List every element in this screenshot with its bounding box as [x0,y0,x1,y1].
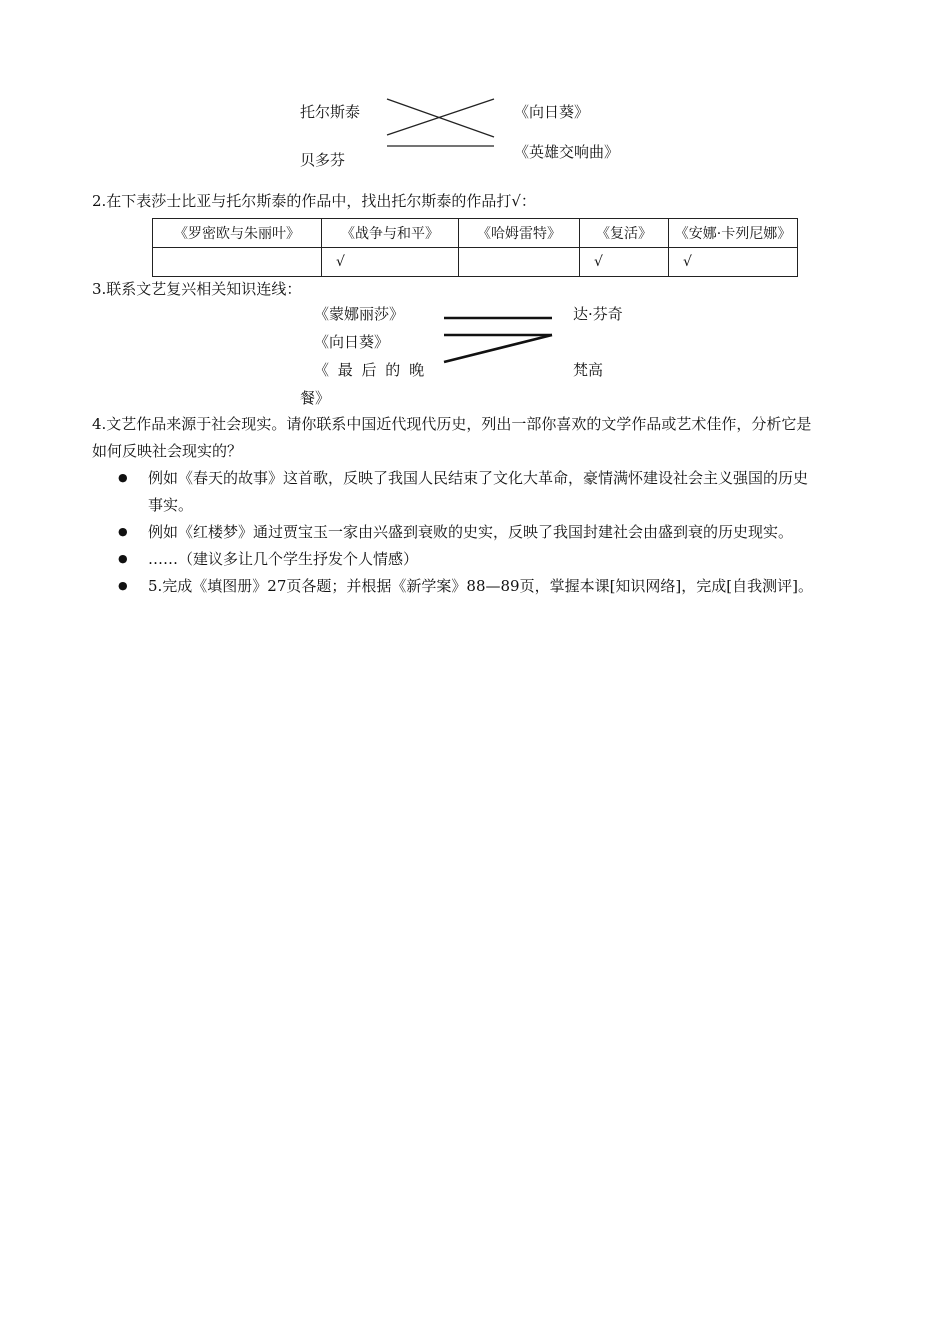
match1-right-heroic-symphony: 《英雄交响曲》 [514,143,620,161]
q3-left-last-supper-cont: 餐》 [300,389,331,407]
works-header-cell: 《复活》 [580,219,669,248]
q4-bullet-1-line2: 事实。 [148,496,194,514]
q4-prompt-line2: 如何反映社会现实的？ [92,442,243,460]
works-header-cell: 《安娜·卡列尼娜》 [669,219,798,248]
works-mark-cell [459,248,580,277]
bullet-icon: ● [118,579,128,592]
q4-bullet-2: 例如《红楼梦》通过贾宝玉一家由兴盛到衰败的史实，反映了我国封建社会由盛到衰的历史现实。 [148,523,794,541]
q4-prompt-line1: 4.文艺作品来源于社会现实。请你联系中国近代现代历史，列出一部你喜欢的文学作品或艺术佳作，分析它是 [92,415,812,433]
q3-left-sunflowers: 《向日葵》 [314,333,390,351]
match1-left-beethoven: 贝多芬 [300,151,346,169]
q3-line-supper-diagonal [444,335,552,362]
works-table-header-row [153,219,798,248]
works-mark-cell: √ [669,248,798,277]
works-table-mark-row [153,248,798,277]
works-mark-cell [153,248,322,277]
works-header-cell: 《哈姆雷特》 [459,219,580,248]
works-header-cell: 《罗密欧与朱丽叶》 [153,219,322,248]
match1-right-sunflowers: 《向日葵》 [514,103,590,121]
q3-right-da-vinci: 达·芬奇 [573,305,623,323]
bullet-icon: ● [118,552,128,565]
works-mark-cell: √ [580,248,669,277]
works-mark-cell: √ [322,248,459,277]
q3-left-mona-lisa: 《蒙娜丽莎》 [314,305,405,323]
q4-bullet-3: ……（建议多让几个学生抒发个人情感） [148,550,419,568]
q3-left-last-supper: 《 最 后 的 晚 [314,361,425,379]
match1-left-tolstoy: 托尔斯泰 [300,103,361,121]
q3-prompt: 3.联系文艺复兴相关知识连线： [92,280,302,298]
bullet-icon: ● [118,525,128,538]
works-header-cell: 《战争与和平》 [322,219,459,248]
q4-bullet-1-line1: 例如《春天的故事》这首歌，反映了我国人民结束了文化大革命，豪情满怀建设社会主义强国的历史 [148,469,809,487]
q3-right-van-gogh: 梵高 [573,361,604,379]
q4-bullet-4: 5.完成《填图册》27页各题；并根据《新学案》88—89页，掌握本课[知识网络]，完成[自我测评]。 [148,577,813,595]
q2-prompt: 2.在下表莎士比亚与托尔斯泰的作品中，找出托尔斯泰的作品打√： [92,192,536,210]
works-table [152,218,798,277]
bullet-icon: ● [118,471,128,484]
